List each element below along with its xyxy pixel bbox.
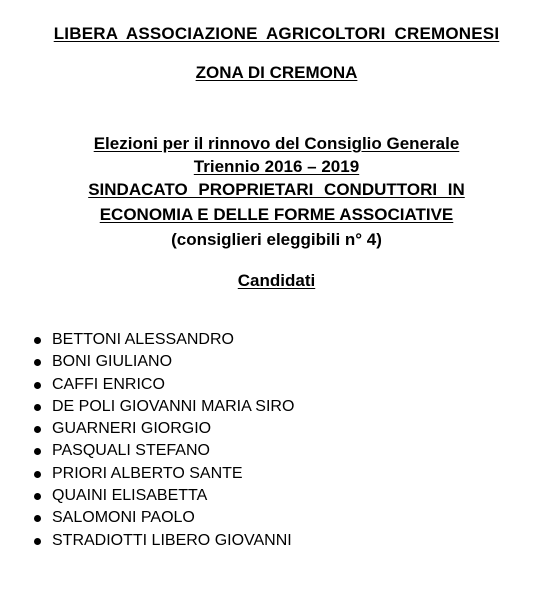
candidates-heading: Candidati — [237, 271, 316, 290]
list-item — [30, 463, 294, 485]
candidate-name: STRADIOTTI LIBERO GIOVANNI — [52, 531, 292, 549]
bullet-icon — [34, 382, 41, 389]
bullet-icon — [34, 538, 41, 545]
candidate-name: BONI GIULIANO — [52, 353, 173, 371]
list-item — [30, 507, 294, 529]
eligible-count: (consiglieri eleggibili n° 4) — [171, 230, 382, 249]
candidate-name: SALOMONI PAOLO — [52, 509, 195, 527]
candidate-name: BETTONI ALESSANDRO — [52, 331, 234, 348]
candidate-name: GUARNERI GIORGIO — [52, 420, 212, 438]
organization-title: LIBERA ASSOCIAZIONE AGRICOLTORI CREMONESI — [53, 24, 500, 43]
bullet-icon — [34, 359, 41, 366]
election-title: Elezioni per il rinnovo del Consiglio Generale — [93, 134, 460, 153]
list-item — [30, 485, 294, 507]
candidate-list — [30, 329, 294, 552]
list-item — [30, 418, 294, 440]
list-item — [30, 351, 294, 373]
bullet-icon — [34, 404, 41, 411]
list-item — [30, 374, 294, 396]
election-period: Triennio 2016 – 2019 — [193, 157, 360, 176]
bullet-icon — [34, 471, 41, 478]
bullet-icon — [34, 337, 41, 344]
list-item — [30, 329, 294, 351]
bullet-icon — [34, 493, 41, 500]
list-item — [30, 440, 294, 462]
candidate-name: DE POLI GIOVANNI MARIA SIRO — [52, 397, 295, 415]
candidate-name: QUAINI ELISABETTA — [52, 487, 208, 505]
candidate-name: PASQUALI STEFANO — [52, 442, 210, 460]
section-title-line1: SINDACATO PROPRIETARI CONDUTTORI IN — [88, 180, 465, 199]
zone-title: ZONA DI CREMONA — [195, 63, 358, 82]
candidate-name: CAFFI ENRICO — [52, 375, 165, 393]
section-title-line2: ECONOMIA E DELLE FORME ASSOCIATIVE — [99, 205, 454, 224]
candidate-name: PRIORI ALBERTO SANTE — [52, 464, 243, 482]
bullet-icon — [34, 448, 41, 455]
bullet-icon — [34, 426, 41, 433]
list-item — [30, 396, 294, 418]
bullet-icon — [34, 515, 41, 522]
list-item — [30, 530, 294, 552]
